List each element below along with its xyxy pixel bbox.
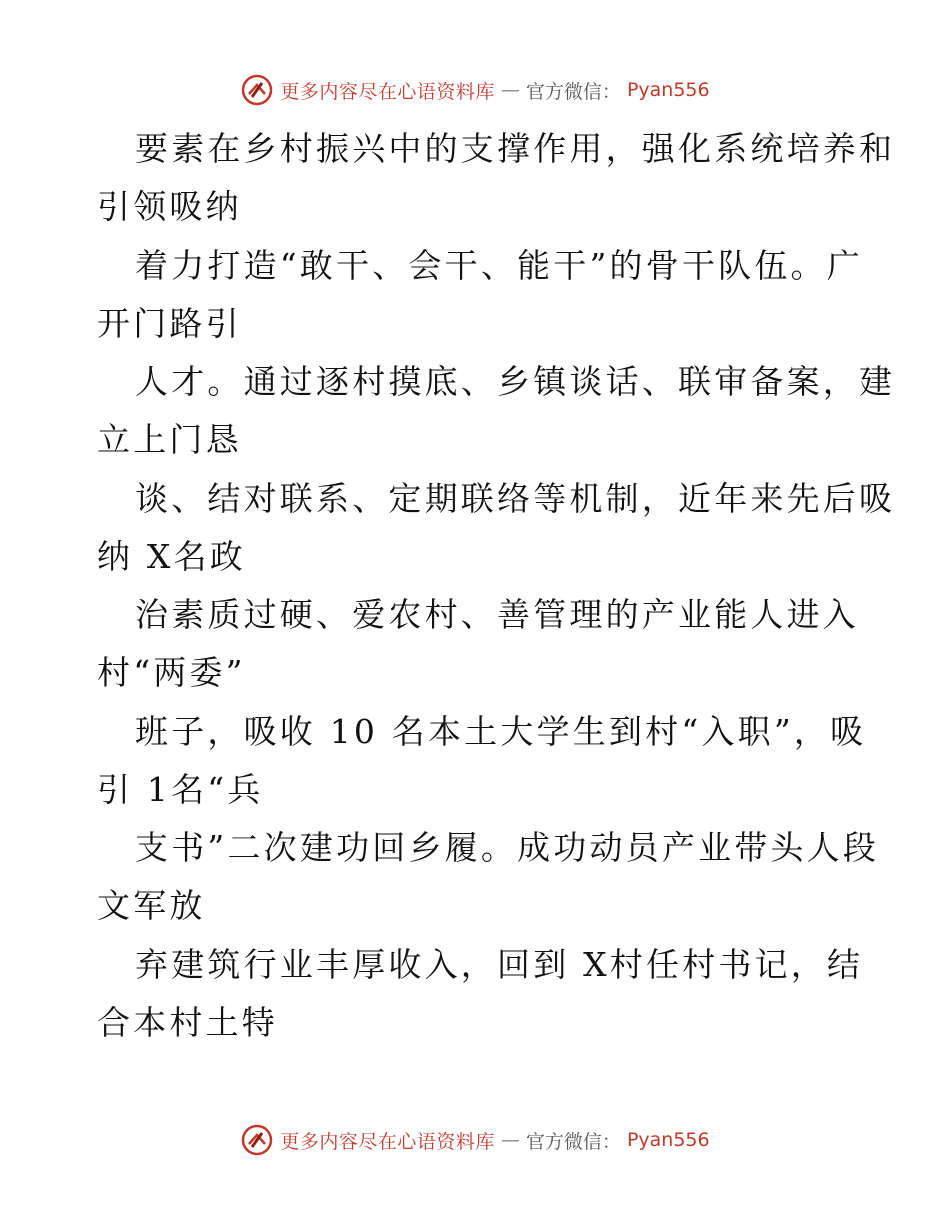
book-pen-icon <box>240 73 274 107</box>
watermark-label: 官方微信： <box>525 1130 621 1153</box>
body-line: 开门路引 <box>97 304 242 343</box>
watermark-main-text: 更多内容尽在心语资料库 <box>280 1130 495 1153</box>
footer-watermark <box>0 1120 950 1160</box>
body-line: 治素质过硬、爱农村、善管理的产业能人进入 <box>135 595 859 634</box>
body-line: 要素在乡村振兴中的支撑作用，强化系统培养和 <box>135 129 896 168</box>
body-line: 班子，吸收 10 名本土大学生到村“入职”，吸 <box>135 712 867 751</box>
body-line: 文军放 <box>97 886 206 925</box>
watermark-main-text: 更多内容尽在心语资料库 <box>280 80 495 103</box>
book-pen-icon <box>240 1123 274 1157</box>
body-line: 引领吸纳 <box>97 187 242 226</box>
body-line: 支书”二次建功回乡履。成功动员产业带头人段 <box>135 828 880 867</box>
header-watermark <box>0 70 950 110</box>
body-line: 立上门恳 <box>97 420 242 459</box>
watermark-label: 官方微信： <box>525 80 621 103</box>
body-line: 引 1名“兵 <box>97 770 264 809</box>
body-line: 合本村土特 <box>97 1003 278 1042</box>
watermark-id: Pyan556 <box>626 79 710 101</box>
watermark-id: Pyan556 <box>626 1129 710 1151</box>
body-line: 弃建筑行业丰厚收入，回到 X村任村书记，结 <box>135 945 864 984</box>
watermark-dash: — <box>500 1129 520 1151</box>
body-line: 着力打造“敢干、会干、能干”的骨干队伍。广 <box>135 246 863 285</box>
body-line: 纳 X名政 <box>97 537 246 576</box>
body-line: 人才。通过逐村摸底、乡镇谈话、联审备案，建 <box>135 362 896 401</box>
body-line: 谈、结对联系、定期联络等机制，近年来先后吸 <box>135 479 896 518</box>
watermark-dash: — <box>500 79 520 101</box>
body-line: 村“两委” <box>97 653 246 692</box>
